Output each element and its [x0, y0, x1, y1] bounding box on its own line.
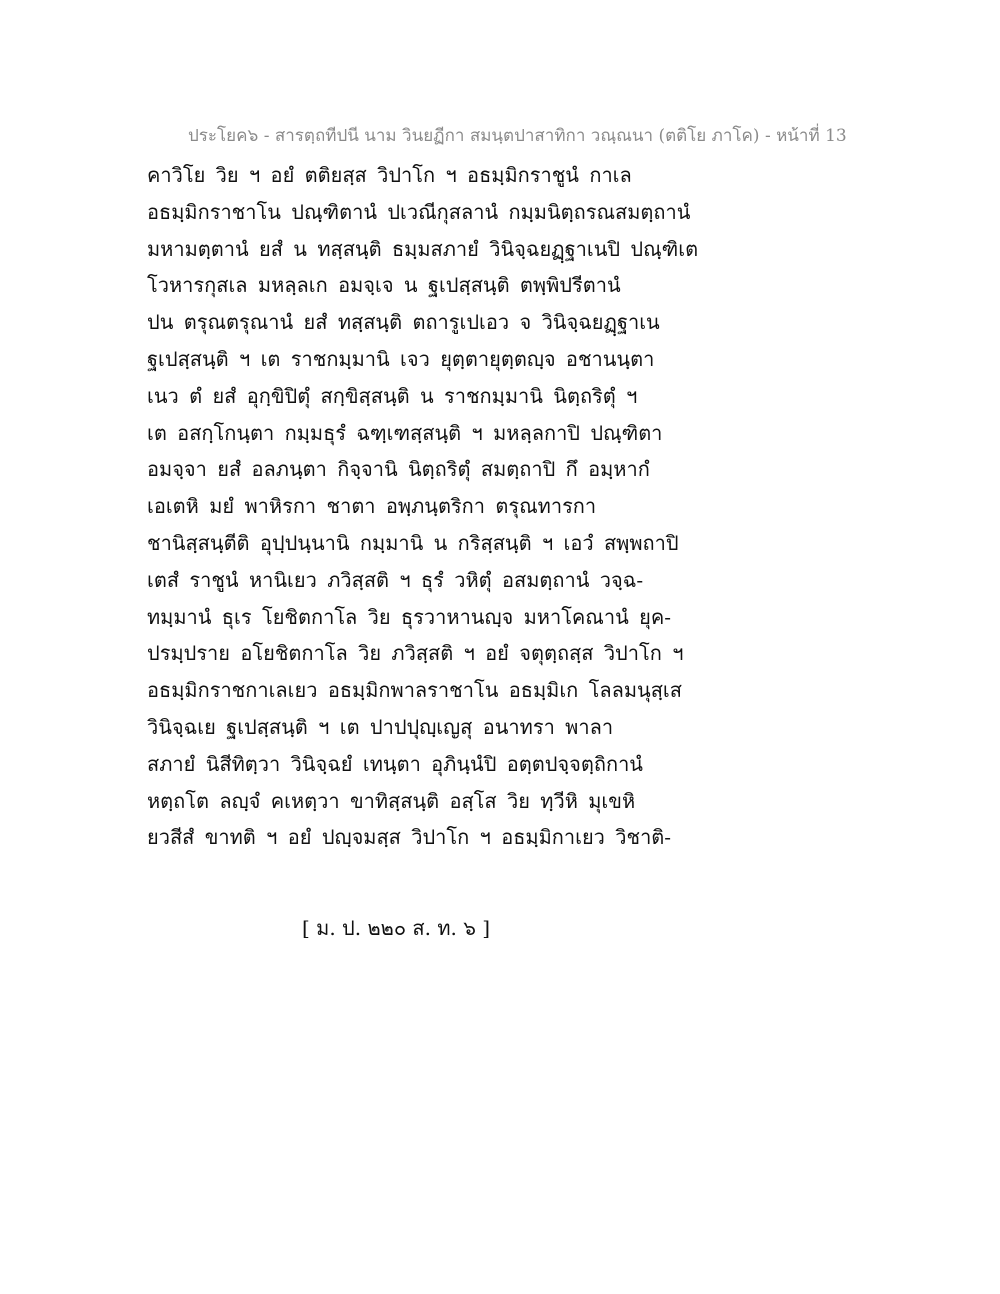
text-line: วินิจฺฉเย ฐเปสฺสนฺติ ฯ เต ปาปปุญฺเญสุ อนาทรา พาลา: [147, 714, 614, 739]
text-line: อธมฺมิกราชาโน ปณฺฑิตานํ ปเวณีกุสลานํ กมฺมนิตฺถรณสมตฺถานํ: [147, 199, 691, 224]
page-reference-footnote: [ ม. ป. ๒๒๐ ส. ท. ๖ ]: [302, 916, 491, 940]
text-line: เตสํ ราชูนํ หานิเยว ภวิสฺสติ ฯ ธุรํ วหิตุํ อสมตฺถานํ วจฺฉ-: [147, 567, 644, 592]
text-line: ฐเปสฺสนฺติ ฯ เต ราชกมฺมานิ เจว ยุตฺตายุตฺตญฺจ อชานนฺตา: [147, 346, 655, 371]
text-line: ปน ตรุณตรุณานํ ยสํ ทสฺสนฺติ ตถารูเปเอว จ วินิจฺฉยฏฺฐาเน: [147, 310, 660, 335]
text-line: มหามตฺตานํ ยสํ น ทสฺสนฺติ ธมฺมสภายํ วินิจฺฉยฏฺฐาเนปิ ปณฺฑิเต: [147, 236, 699, 261]
text-line: ทมฺมานํ ธุเร โยชิตกาโล วิย ธุรวาหานญฺจ มหาโคณานํ ยุค-: [147, 604, 671, 629]
text-line: หตฺถโต ลญฺจํ คเหตฺวา ขาทิสฺสนฺติ อสฺโส วิย ทฺวีหิ มุเขหิ: [147, 788, 636, 813]
text-line: เต อสกฺโกนฺตา กมฺมธุรํ ฉฑฺเฑสฺสนฺติ ฯ มหลฺลกาปิ ปณฺฑิตา: [147, 420, 663, 445]
text-line: เอเตหิ มยํ พาหิรกา ชาตา อพฺภนฺตริกา ตรุณทารกา: [147, 494, 597, 519]
text-line: อธมฺมิกราชกาเลเยว อธมฺมิกพาลราชาโน อธมฺมิเก โลลมนุสฺเส: [147, 678, 682, 703]
text-line: ชานิสฺสนฺตีติ อุปฺปนฺนานิ กมฺมานิ น กริสฺสนฺติ ฯ เอวํ สพฺพถาปิ: [147, 530, 679, 555]
text-line: ปรมฺปราย อโยชิตกาโล วิย ภวิสฺสติ ฯ อยํ จตุตฺถสฺส วิปาโก ฯ: [147, 641, 684, 666]
text-line: เนว ตํ ยสํ อุกฺขิปิตุํ สกฺขิสฺสนฺติ น ราชกมฺมานิ นิตฺถริตุํ ฯ: [147, 383, 638, 408]
text-line: อมจฺจา ยสํ อลภนฺตา กิจฺจานิ นิตฺถริตุํ สมตฺถาปิ กึ อมฺหากํ: [147, 457, 650, 482]
text-line: สภายํ นิสีทิตฺวา วินิจฺฉยํ เทนฺตา อุภินฺนํปิ อตฺตปจฺจตฺถิกานํ: [147, 751, 643, 776]
text-line: ยวสีสํ ขาทติ ฯ อยํ ปญฺจมสฺส วิปาโก ฯ อธมฺมิกาเยว วิชาติ-: [147, 825, 672, 850]
text-line: โวหารกุสเล มหลฺลเก อมจฺเจ น ฐเปสฺสนฺติ ตพฺพิปรีตานํ: [147, 273, 621, 298]
text-line: คาวิโย วิย ฯ อยํ ตติยสฺส วิปาโก ฯ อธมฺมิกราชูนํ กาเล: [147, 163, 632, 187]
page-header: ประโยค๖ - สารตฺถทีปนี นาม วินยฏีกา สมนฺตปาสาทิกา วณฺณนา (ตติโย ภาโค) - หน้าที่ 13: [188, 126, 847, 146]
body-text: [147, 157, 867, 856]
